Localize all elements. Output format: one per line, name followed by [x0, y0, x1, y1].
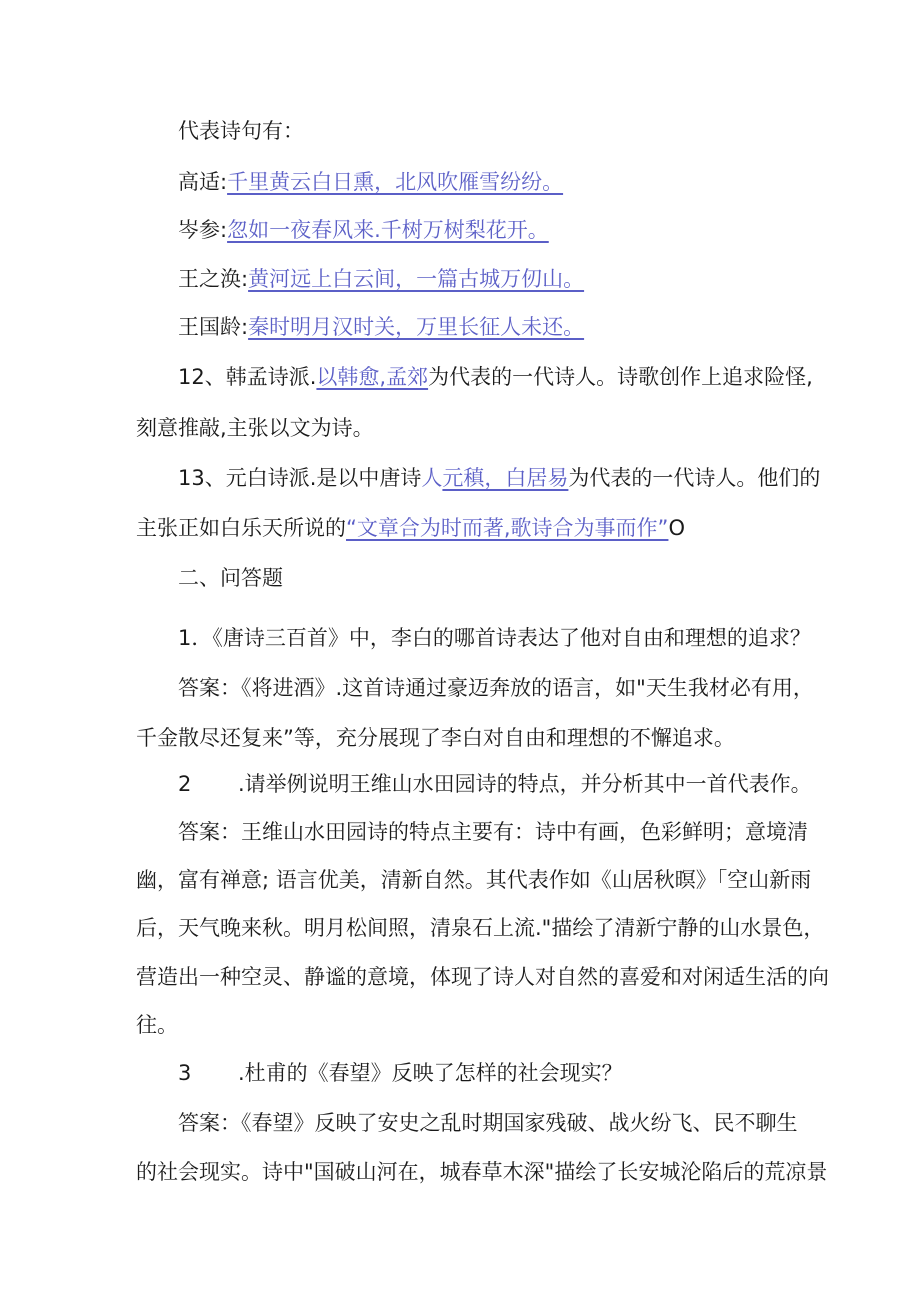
poet-name: 王之涣	[178, 267, 241, 291]
question-3: .杜甫的《春望》反映了怎样的社会现实？	[238, 1061, 623, 1085]
poem-line-link[interactable]: 千里黄云白日熏，北风吹雁雪纷纷。	[227, 170, 564, 194]
item-13-prefix: 13、元白诗派.是以中唐诗	[178, 466, 422, 490]
item-12-line-1	[178, 362, 813, 392]
answer-1-line-2: 千金散尽还复来”等，充分展现了李白对自由和理想的不懈追求。	[136, 726, 735, 750]
answer-2-line-2: 幽，富有禅意; 语言优美，清新自然。其代表作如《山居秋暝》「空山新雨	[136, 868, 812, 892]
item-13-rest: 为代表的一代诗人。他们的	[568, 466, 821, 490]
quote-link[interactable]: “文章合为时而著,歌诗合为事而作”	[346, 516, 669, 540]
answer-2-line-3: 后，天气晚来秋。明月松间照，清泉石上流."描绘了清新宁静的山水景色，	[136, 916, 825, 940]
item-13-line-2	[136, 513, 685, 543]
poet-row	[178, 167, 563, 197]
item-13-line-1	[178, 463, 820, 493]
poet-sep: :	[241, 267, 249, 291]
item-12-rest: 为代表的一代诗人。诗歌创作上追求险怪,	[428, 365, 813, 389]
intro-text: 代表诗句有：	[178, 119, 304, 143]
poet-names-link[interactable]: 以韩愈,孟郊	[316, 365, 429, 389]
poet-name: 岑参	[178, 218, 220, 242]
poet-name: 王国龄	[178, 315, 241, 339]
poem-line-link[interactable]: 忽如一夜春风来.千树万树梨花开。	[227, 218, 549, 242]
answer-2-line-5: 往。	[136, 1013, 178, 1037]
section-title: 二、问答题	[178, 566, 283, 590]
poet-row	[178, 215, 549, 245]
item-12-prefix: 12、韩孟诗派.	[178, 365, 317, 389]
poet-sep: :	[220, 170, 228, 194]
poet-sep: :	[220, 218, 228, 242]
question-3-number: 3	[178, 1061, 192, 1085]
answer-3-line-2: 的社会现实。诗中"国破山河在，城春草木深"描绘了长安城沦陷后的荒凉景	[136, 1160, 828, 1184]
poet-names-link[interactable]: 元稹，白居易	[442, 466, 569, 490]
answer-3-line-1: 答案：《春望》反映了安史之乱时期国家残破、战火纷飞、民不聊生	[178, 1111, 798, 1135]
item-13-line-2-end: O	[668, 516, 685, 540]
poet-sep: :	[241, 315, 249, 339]
question-1: 1．《唐诗三百首》中，李白的哪首诗表达了他对自由和理想的追求？	[178, 626, 811, 650]
poet-row	[178, 264, 584, 294]
item-13-blue-text: 人	[421, 466, 443, 490]
poem-line-link[interactable]: 黄河远上白云间，一篇古城万仞山。	[248, 267, 585, 291]
answer-1-line-1: 答案：《将进酒》.这首诗通过豪迈奔放的语言，如"天生我材必有用，	[178, 676, 814, 700]
poem-line-link[interactable]: 秦时明月汉时关，万里长征人未还。	[248, 315, 585, 339]
item-13-line-2-prefix: 主张正如白乐天所说的	[136, 516, 346, 540]
answer-2-line-4: 营造出一种空灵、静谧的意境，体现了诗人对自然的喜爱和对闲适生活的向	[136, 965, 829, 989]
poet-name: 高适	[178, 170, 220, 194]
question-2-number: 2	[178, 772, 192, 796]
poet-row	[178, 312, 584, 342]
question-2: .请举例说明王维山水田园诗的特点，并分析其中一首代表作。	[238, 772, 812, 796]
item-12-line-2: 刻意推敲,主张以文为诗。	[136, 416, 374, 440]
answer-2-line-1: 答案：王维山水田园诗的特点主要有：诗中有画，色彩鲜明；意境清	[178, 820, 808, 844]
